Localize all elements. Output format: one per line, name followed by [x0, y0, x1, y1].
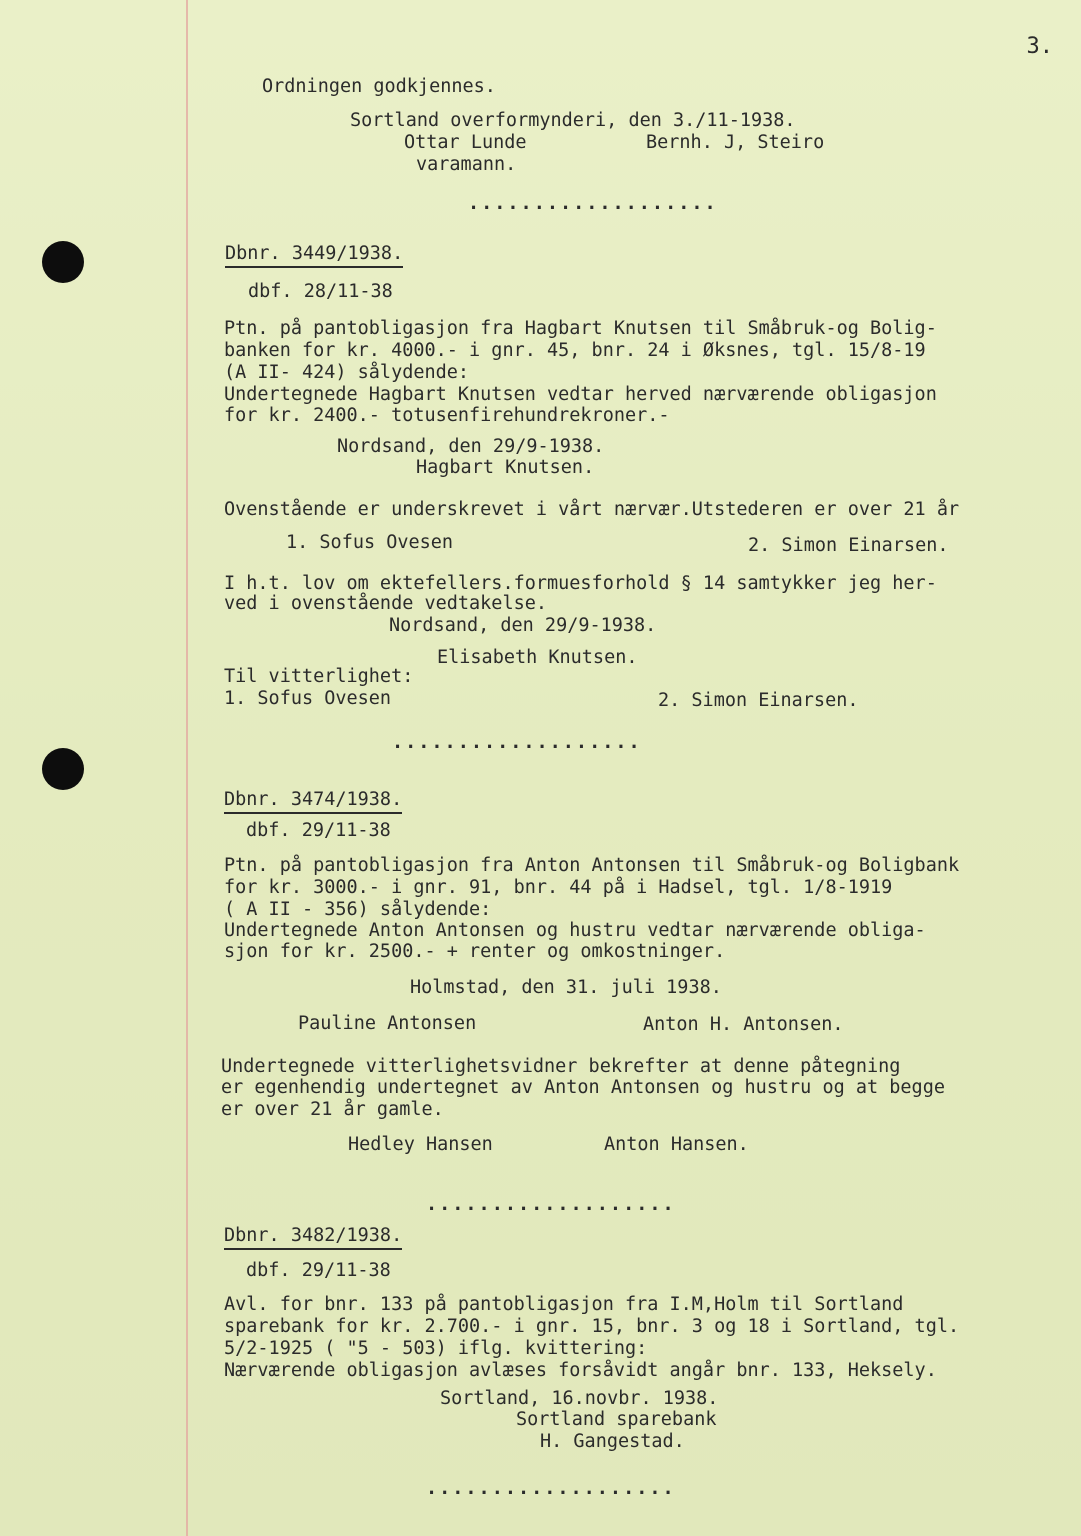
- separator: ...................: [468, 193, 718, 214]
- signer-1-role: varamann.: [416, 154, 517, 175]
- body-line: sjon for kr. 2500.- + renter og omkostninger.: [224, 941, 726, 962]
- witness-1: Hedley Hansen: [348, 1134, 493, 1155]
- witness-2: 2. Simon Einarsen.: [748, 535, 949, 556]
- body-line: Ptn. på pantobligasjon fra Anton Antonsen til Småbruk-og Boligbank: [224, 855, 960, 876]
- witness-note-line: er egenhendig undertegnet av Anton Antonsen og hustru og at begge: [221, 1077, 945, 1098]
- witness-2: Anton Hansen.: [604, 1134, 749, 1155]
- signer-1: Ottar Lunde: [404, 132, 527, 153]
- vitterlighet-label: Til vitterlighet:: [224, 666, 414, 687]
- margin-line: [186, 0, 188, 1536]
- punch-hole: [42, 241, 84, 283]
- approval-line: Ordningen godkjennes.: [262, 76, 496, 97]
- place-date: Holmstad, den 31. juli 1938.: [410, 977, 722, 998]
- signature: H. Gangestad.: [540, 1431, 685, 1452]
- signature: Hagbart Knutsen.: [416, 457, 595, 478]
- signature-1: Pauline Antonsen: [298, 1013, 477, 1034]
- court-date-line: Sortland overformynderi, den 3./11-1938.: [350, 110, 796, 131]
- consent-line: I h.t. lov om ektefellers.formuesforhold § 14 samtykker jeg her-: [224, 573, 937, 594]
- separator: ...................: [426, 1478, 676, 1499]
- page-number: 3.: [1026, 34, 1053, 59]
- signer-2: Bernh. J, Steiro: [646, 132, 825, 153]
- signature: Elisabeth Knutsen.: [437, 647, 638, 668]
- punch-hole: [42, 748, 84, 790]
- body-line: Undertegnede Hagbart Knutsen vedtar herved nærværende obligasjon: [224, 384, 937, 405]
- separator: ...................: [392, 732, 642, 753]
- witness-1: 1. Sofus Ovesen: [286, 532, 454, 553]
- body-line: banken for kr. 4000.- i gnr. 45, bnr. 24 i Øksnes, tgl. 15/8-19: [224, 340, 926, 361]
- body-line: (A II- 424) sålydende:: [224, 362, 470, 383]
- bank-name: Sortland sparebank: [516, 1409, 717, 1430]
- separator: ...................: [426, 1194, 676, 1215]
- place-date: Nordsand, den 29/9-1938.: [337, 436, 605, 457]
- witness-1: 1. Sofus Ovesen: [224, 688, 392, 709]
- place-date: Sortland, 16.novbr. 1938.: [440, 1388, 719, 1409]
- body-line: 5/2-1925 ( "5 - 503) iflg. kvittering:: [224, 1338, 648, 1359]
- witness-2: 2. Simon Einarsen.: [658, 690, 859, 711]
- body-line: Ptn. på pantobligasjon fra Hagbart Knutsen til Småbruk-og Bolig-: [224, 318, 937, 339]
- body-line: for kr. 2400.- totusenfirehundrekroner.-: [224, 405, 670, 426]
- consent-line: ved i ovenstående vedtakelse.: [224, 593, 548, 614]
- place-date: Nordsand, den 29/9-1938.: [389, 615, 657, 636]
- dbf-date: dbf. 28/11-38: [248, 281, 393, 302]
- dbnr-heading: Dbnr. 3482/1938.: [224, 1225, 402, 1250]
- body-line: Nærværende obligasjon avlæses forsåvidt angår bnr. 133, Heksely.: [224, 1360, 937, 1381]
- signature-2: Anton H. Antonsen.: [643, 1014, 844, 1035]
- dbnr-heading: Dbnr. 3474/1938.: [224, 789, 402, 814]
- body-line: Undertegnede Anton Antonsen og hustru vedtar nærværende obliga-: [224, 920, 926, 941]
- body-line: sparebank for kr. 2.700.- i gnr. 15, bnr. 3 og 18 i Sortland, tgl.: [224, 1316, 960, 1337]
- dbf-date: dbf. 29/11-38: [246, 1260, 391, 1281]
- dbnr-heading: Dbnr. 3449/1938.: [225, 243, 403, 268]
- witness-note: Ovenstående er underskrevet i vårt nærvær.Utstederen er over 21 år: [224, 499, 960, 520]
- dbf-date: dbf. 29/11-38: [246, 820, 391, 841]
- body-line: ( A II - 356) sålydende:: [224, 899, 492, 920]
- witness-note-line: er over 21 år gamle.: [221, 1099, 444, 1120]
- witness-note-line: Undertegnede vitterlighetsvidner bekrefter at denne påtegning: [221, 1056, 901, 1077]
- body-line: Avl. for bnr. 133 på pantobligasjon fra I.M,Holm til Sortland: [224, 1294, 904, 1315]
- body-line: for kr. 3000.- i gnr. 91, bnr. 44 på i Hadsel, tgl. 1/8-1919: [224, 877, 893, 898]
